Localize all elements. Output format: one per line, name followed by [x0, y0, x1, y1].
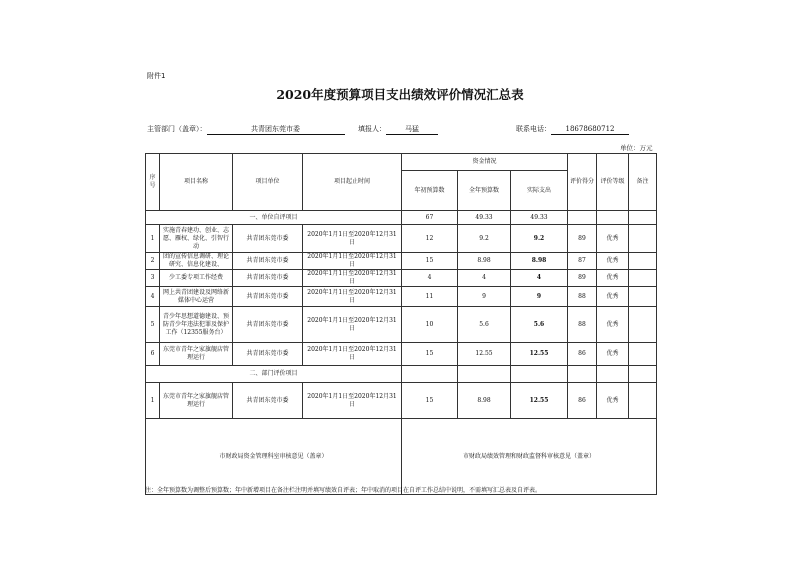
cell-no: 6 — [146, 343, 160, 366]
cell-score: 86 — [568, 383, 597, 419]
cell-remark — [629, 253, 657, 270]
page-title: 2020年度预算项目支出绩效评价情况汇总表 — [276, 87, 524, 102]
header-actual: 实际支出 — [511, 171, 568, 211]
cell-unit: 共青团东莞市委 — [233, 307, 303, 343]
cell-remark — [629, 225, 657, 253]
header-score: 评价得分 — [568, 154, 597, 211]
cell-grade: 优秀 — [597, 383, 629, 419]
cell-score: 88 — [568, 287, 597, 307]
cell-full: 12.55 — [458, 343, 511, 366]
cell-initial: 12 — [402, 225, 458, 253]
cell-grade: 优秀 — [597, 307, 629, 343]
cell-name: 东莞市青年之家旗舰店管理运行 — [160, 383, 233, 419]
summary-table — [145, 153, 657, 495]
header-full: 全年预算数 — [458, 171, 511, 211]
cell-period: 2020年1月1日至2020年12月31日 — [303, 343, 402, 366]
cell-initial: 10 — [402, 307, 458, 343]
cell-period: 2020年1月1日至2020年12月31日 — [303, 383, 402, 419]
cell-period: 2020年1月1日至2020年12月31日 — [303, 307, 402, 343]
cell-unit: 共青团东莞市委 — [233, 270, 303, 287]
section-1-initial: 67 — [402, 211, 458, 225]
cell-name: 青少年思想道德建设、预防青少年违法犯罪及保护工作（12355服务台） — [160, 307, 233, 343]
cell-no: 5 — [146, 307, 160, 343]
header-period: 项目起止时间 — [303, 154, 402, 211]
footnote: 注：全年预算数为调整后预算数；年中新增项目在备注栏注明并填写绩效自评表；年中取消的项目在自评工作总结中说明，不需填写汇总表及自评表。 — [145, 487, 542, 494]
cell-name: 东莞市青年之家旗舰店管理运行 — [160, 343, 233, 366]
section-1-label: 一、单位自评项目 — [146, 211, 402, 225]
unit-label: 单位：万元 — [620, 144, 653, 152]
section-2-row — [146, 366, 657, 383]
cell-full: 8.98 — [458, 383, 511, 419]
cell-actual: 9.2 — [511, 225, 568, 253]
cell-grade: 优秀 — [597, 270, 629, 287]
filler-label: 填报人： — [358, 125, 386, 133]
cell-grade: 优秀 — [597, 287, 629, 307]
cell-unit: 共青团东莞市委 — [233, 343, 303, 366]
table-row — [146, 253, 657, 270]
phone-info — [516, 124, 629, 135]
cell-score: 86 — [568, 343, 597, 366]
cell-initial: 15 — [402, 343, 458, 366]
cell-actual: 4 — [511, 270, 568, 287]
cell-full: 9 — [458, 287, 511, 307]
cell-unit: 共青团东莞市委 — [233, 253, 303, 270]
cell-actual: 9 — [511, 287, 568, 307]
cell-period: 2020年1月1日至2020年12月31日 — [303, 270, 402, 287]
cell-initial: 15 — [402, 383, 458, 419]
cell-name: 少工委专项工作经费 — [160, 270, 233, 287]
table-row — [146, 307, 657, 343]
attachment-label: 附件1 — [147, 72, 166, 80]
performance-review: 市财政局绩效管理和财政监督科审核意见（盖章） — [402, 419, 657, 495]
cell-unit: 共青团东莞市委 — [233, 287, 303, 307]
dept-label: 主管部门（盖章）： — [147, 125, 207, 133]
dept-value: 共青团东莞市委 — [207, 125, 345, 135]
header-grade: 评价等级 — [597, 154, 629, 211]
cell-name: 团的宣传信息调研、理论研究、信息化建设、 — [160, 253, 233, 270]
cell-actual: 8.98 — [511, 253, 568, 270]
cell-remark — [629, 287, 657, 307]
sign-row — [146, 419, 657, 495]
section-1-row — [146, 211, 657, 225]
cell-score: 87 — [568, 253, 597, 270]
cell-no: 1 — [146, 383, 160, 419]
cell-name: 网上共青团建设及网络新媒体中心运营 — [160, 287, 233, 307]
cell-full: 4 — [458, 270, 511, 287]
cell-period: 2020年1月1日至2020年12月31日 — [303, 287, 402, 307]
header-initial: 年初预算数 — [402, 171, 458, 211]
header-funds: 资金情况 — [402, 154, 568, 171]
cell-initial: 11 — [402, 287, 458, 307]
filler-info — [358, 124, 438, 135]
cell-no: 1 — [146, 225, 160, 253]
cell-unit: 共青团东莞市委 — [233, 225, 303, 253]
cell-score: 89 — [568, 270, 597, 287]
table-row — [146, 383, 657, 419]
cell-remark — [629, 383, 657, 419]
cell-score: 89 — [568, 225, 597, 253]
cell-initial: 4 — [402, 270, 458, 287]
cell-score: 88 — [568, 307, 597, 343]
cell-grade: 优秀 — [597, 253, 629, 270]
cell-full: 5.6 — [458, 307, 511, 343]
phone-label: 联系电话： — [516, 125, 551, 133]
table-row — [146, 287, 657, 307]
table-row — [146, 343, 657, 366]
cell-period: 2020年1月1日至2020年12月31日 — [303, 253, 402, 270]
cell-grade: 优秀 — [597, 343, 629, 366]
cell-no: 4 — [146, 287, 160, 307]
header-no: 序号 — [146, 154, 160, 211]
cell-no: 2 — [146, 253, 160, 270]
table-row — [146, 225, 657, 253]
cell-remark — [629, 270, 657, 287]
header-unit: 项目单位 — [233, 154, 303, 211]
header-name: 项目名称 — [160, 154, 233, 211]
section-2-label: 二、部门评价项目 — [146, 366, 402, 383]
cell-actual: 12.55 — [511, 343, 568, 366]
table-row — [146, 270, 657, 287]
section-1-actual: 49.33 — [511, 211, 568, 225]
cell-actual: 5.6 — [511, 307, 568, 343]
cell-initial: 15 — [402, 253, 458, 270]
filler-value: 马猛 — [386, 125, 438, 135]
finance-fund-review: 市财政局资金管理科室审核意见（盖章） — [146, 419, 402, 495]
cell-period: 2020年1月1日至2020年12月31日 — [303, 225, 402, 253]
section-1-full: 49.33 — [458, 211, 511, 225]
cell-unit: 共青团东莞市委 — [233, 383, 303, 419]
cell-no: 3 — [146, 270, 160, 287]
cell-full: 9.2 — [458, 225, 511, 253]
cell-grade: 优秀 — [597, 225, 629, 253]
phone-value: 18678680712 — [551, 125, 629, 135]
cell-remark — [629, 307, 657, 343]
dept-info — [147, 124, 345, 135]
header-remark: 备注 — [629, 154, 657, 211]
cell-full: 8.98 — [458, 253, 511, 270]
cell-name: 实施青春建功、创业、志愿、雁权、绿化、引智行动 — [160, 225, 233, 253]
cell-remark — [629, 343, 657, 366]
cell-actual: 12.55 — [511, 383, 568, 419]
